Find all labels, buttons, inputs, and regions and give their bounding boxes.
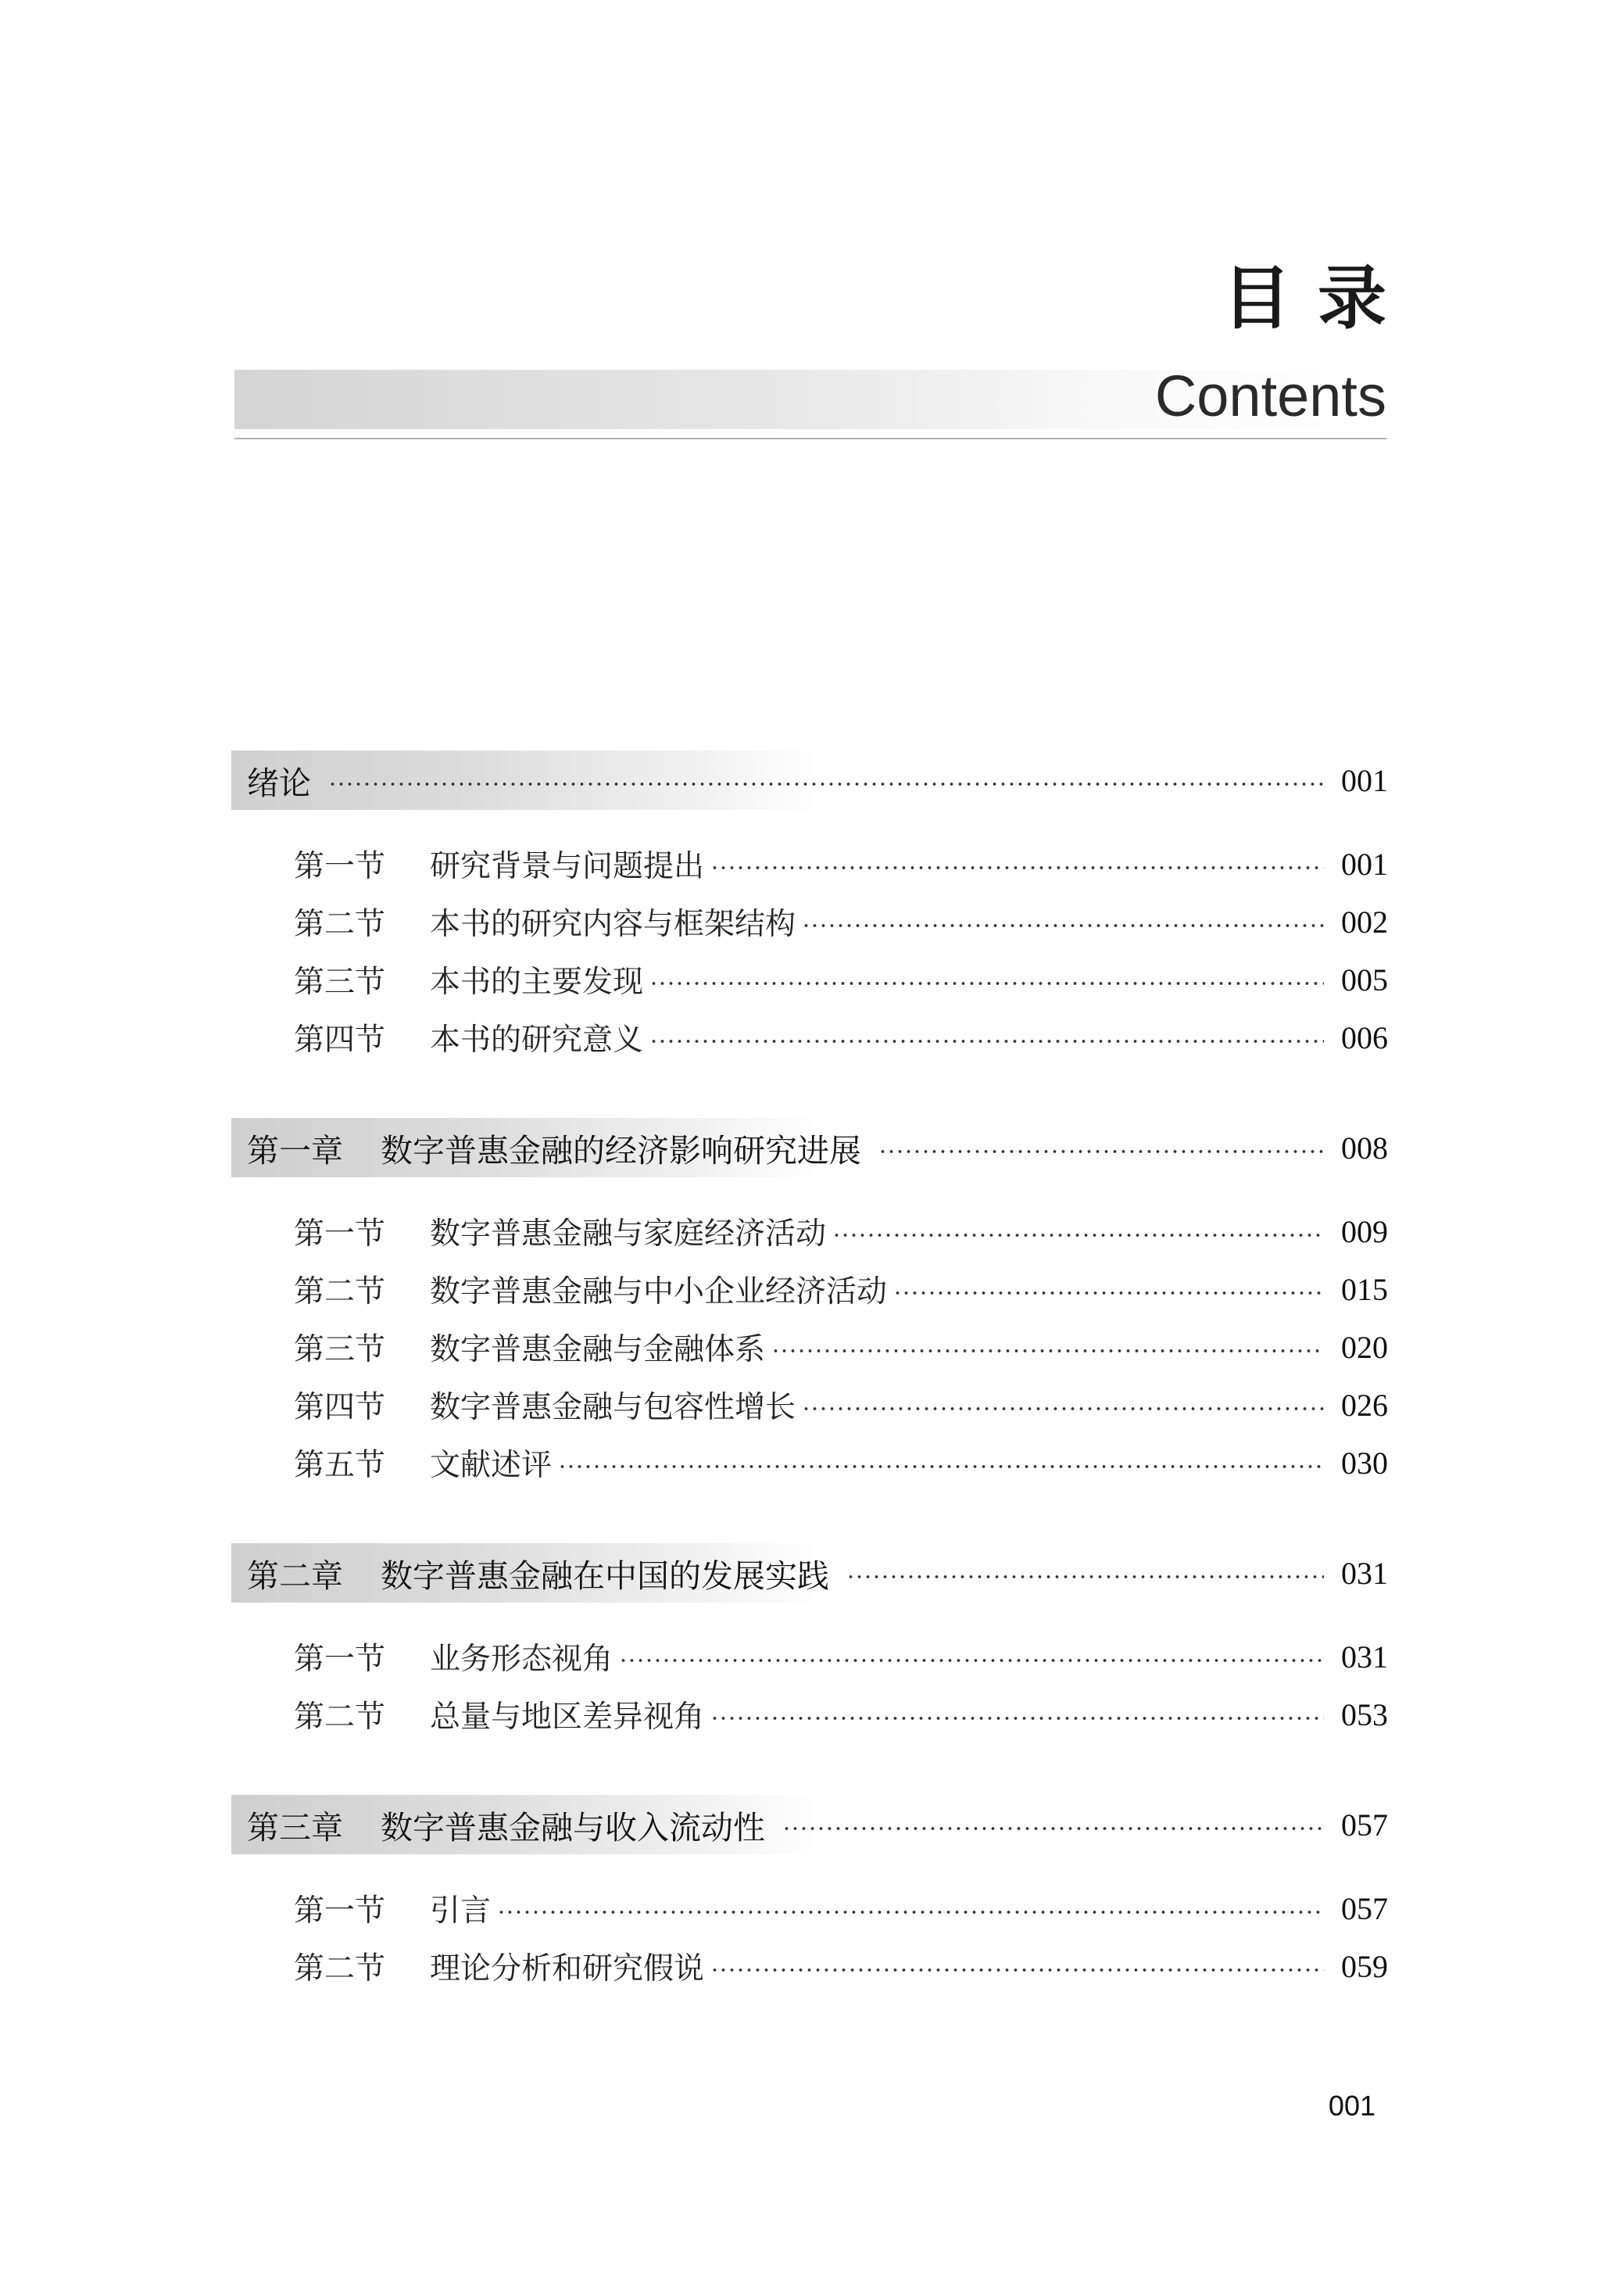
page-number: 001 [1328,2090,1375,2122]
section-number: 第一节 [294,1893,386,1929]
chapter-entry-3[interactable] [231,1795,1388,1854]
chapter-title: 数字普惠金融在中国的发展实践 [381,1556,829,1595]
section-number: 第五节 [294,1448,386,1483]
section-title: 数字普惠金融与家庭经济活动 [430,1216,827,1252]
dot-leader [710,1715,1324,1721]
section-entry[interactable] [231,1434,1388,1492]
chapter-entry-1[interactable] [231,1118,1388,1177]
chapter-page-number: 008 [1341,1130,1388,1166]
dot-leader [832,1232,1324,1238]
section-number: 第一节 [294,1216,386,1252]
section-page-number: 053 [1341,1696,1388,1732]
dot-leader [893,1290,1324,1296]
dot-leader [619,1657,1324,1664]
toc-block-chapter-2 [231,1543,1388,1743]
chapter-title: 数字普惠金融与收入流动性 [381,1808,765,1847]
section-entry[interactable] [231,1376,1388,1434]
chapter-page-number: 031 [1341,1555,1388,1591]
dot-leader [771,1348,1324,1354]
section-entry[interactable] [231,1202,1388,1260]
section-title: 本书的研究意义 [430,1023,644,1058]
section-number: 第二节 [294,1951,386,1986]
section-page-number: 002 [1341,904,1388,940]
toc-title-english: Contents [1154,364,1386,428]
dot-leader [328,781,1324,787]
dot-leader [846,1574,1324,1580]
toc-block-chapter-3 [231,1795,1388,1995]
dot-leader [497,1909,1324,1915]
chapter-number: 第一章 [247,1131,343,1170]
section-page-number: 030 [1341,1445,1388,1481]
chapter-highlight-band [231,750,825,810]
section-title: 数字普惠金融与金融体系 [430,1332,766,1367]
dot-leader [802,922,1324,929]
dot-leader [782,1825,1324,1832]
section-page-number: 057 [1341,1890,1388,1926]
section-entry[interactable] [231,1318,1388,1376]
dot-leader [558,1463,1324,1470]
section-number: 第二节 [294,907,386,942]
section-title: 本书的研究内容与框架结构 [430,907,796,942]
section-number: 第四节 [294,1023,386,1058]
section-entry[interactable] [231,1260,1388,1318]
section-entry[interactable] [231,1628,1388,1685]
chapter-title: 绪论 [247,764,311,802]
section-page-number: 059 [1341,1948,1388,1984]
toc-block-intro [231,750,1388,1066]
section-title: 研究背景与问题提出 [430,849,705,884]
section-page-number: 001 [1341,846,1388,882]
toc-title-chinese: 目录 [1222,258,1413,339]
section-entry[interactable] [231,1685,1388,1743]
section-number: 第二节 [294,1700,386,1735]
dot-leader [802,1406,1324,1412]
chapter-number: 第三章 [247,1808,343,1847]
section-number: 第一节 [294,1642,386,1677]
chapter-title: 数字普惠金融的经济影响研究进展 [381,1131,861,1170]
section-page-number: 015 [1341,1271,1388,1307]
section-title: 总量与地区差异视角 [430,1700,705,1735]
section-title: 数字普惠金融与中小企业经济活动 [430,1274,888,1309]
section-page-number: 009 [1341,1213,1388,1249]
section-number: 第三节 [294,965,386,1000]
section-entry[interactable] [231,893,1388,951]
section-entry[interactable] [231,1879,1388,1937]
section-page-number: 026 [1341,1387,1388,1423]
section-title: 业务形态视角 [430,1642,613,1677]
section-page-number: 006 [1341,1019,1388,1055]
chapter-entry-intro[interactable] [231,750,1388,810]
title-divider [234,438,1386,439]
section-title: 理论分析和研究假说 [430,1951,705,1986]
toc-block-chapter-1 [231,1118,1388,1492]
section-entry[interactable] [231,951,1388,1008]
section-entry[interactable] [231,1937,1388,1995]
chapter-page-number: 057 [1341,1807,1388,1843]
section-title: 本书的主要发现 [430,965,644,1000]
dot-leader [649,1038,1324,1044]
section-entry[interactable] [231,1008,1388,1066]
section-page-number: 020 [1341,1329,1388,1365]
section-page-number: 005 [1341,962,1388,998]
section-title: 引言 [430,1893,492,1929]
section-number: 第二节 [294,1274,386,1309]
section-title: 数字普惠金融与包容性增长 [430,1390,796,1425]
dot-leader [710,865,1324,871]
section-number: 第三节 [294,1332,386,1367]
chapter-page-number: 001 [1341,762,1388,798]
chapter-entry-2[interactable] [231,1543,1388,1603]
section-page-number: 031 [1341,1639,1388,1675]
dot-leader [878,1148,1324,1155]
dot-leader [710,1967,1324,1973]
section-title: 文献述评 [430,1448,553,1483]
section-number: 第四节 [294,1390,386,1425]
section-number: 第一节 [294,849,386,884]
section-entry[interactable] [231,835,1388,893]
table-of-contents [231,750,1388,2047]
chapter-number: 第二章 [247,1556,343,1595]
dot-leader [649,980,1324,987]
